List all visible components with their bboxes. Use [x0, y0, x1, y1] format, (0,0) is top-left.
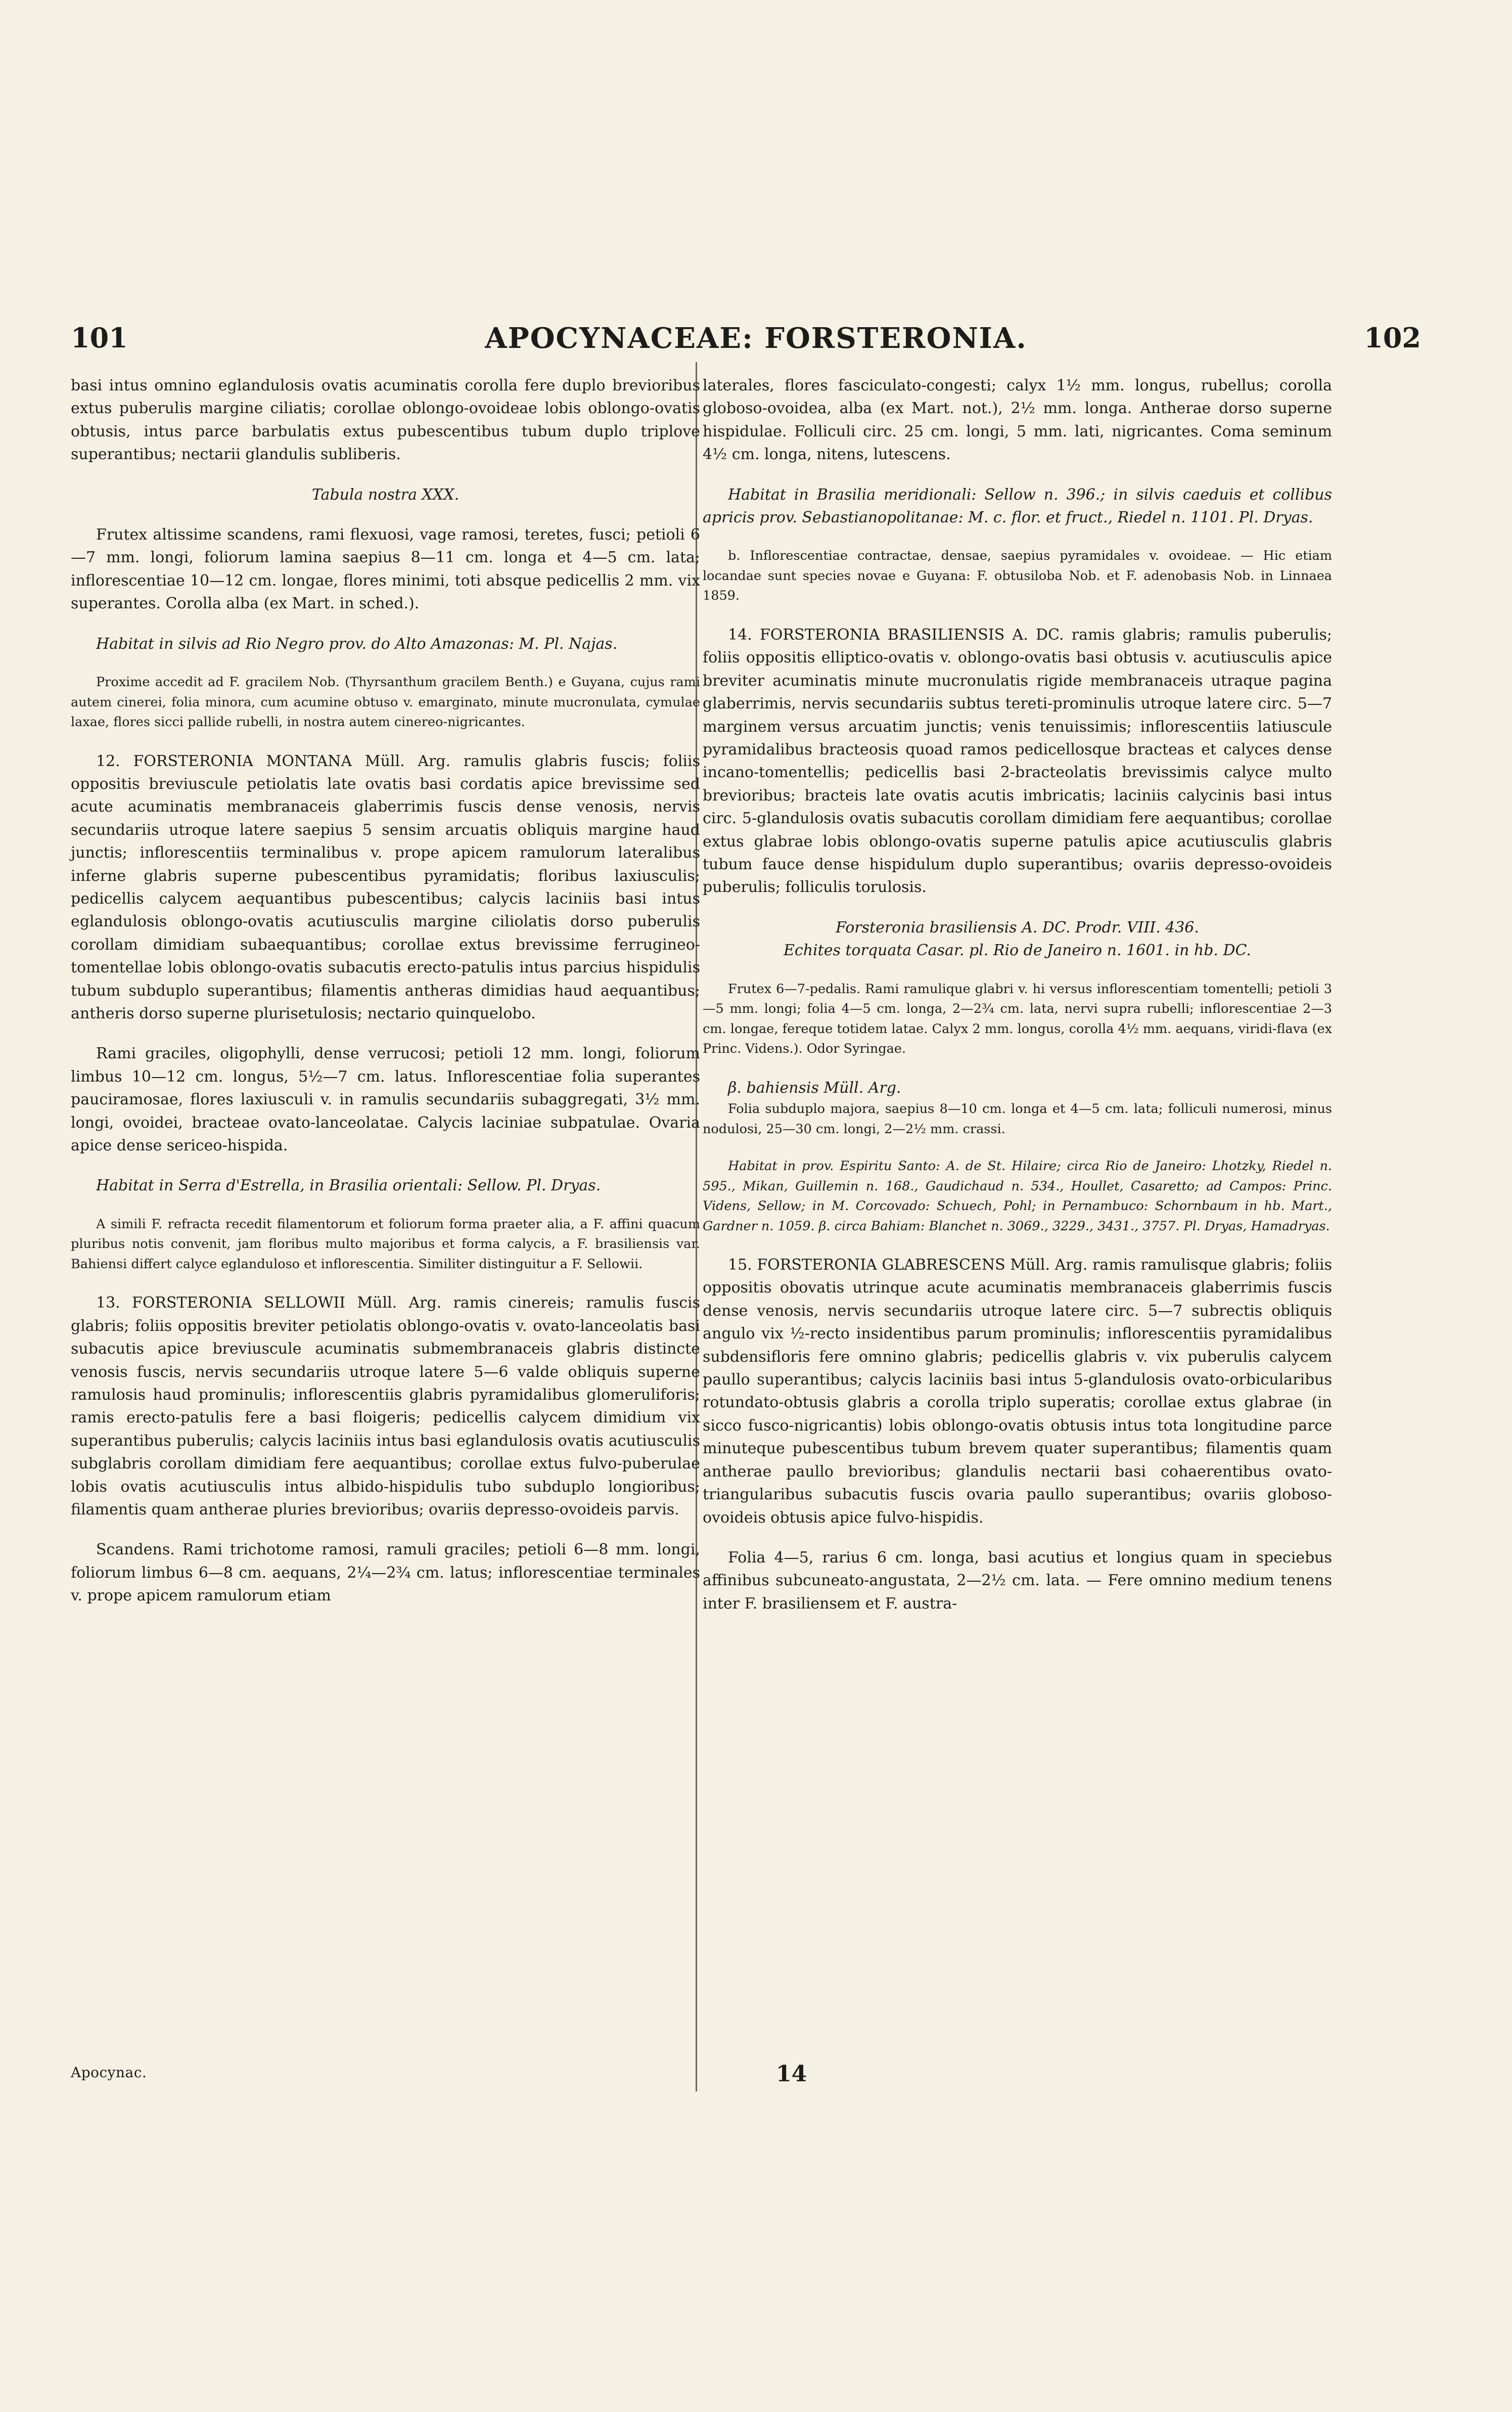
- paragraph: basi intus omnino eglandulosis ovatis acuminatis corolla fere duplo brevioribus extus puberulis margine ciliatis; corollae oblongo-ovoideae lobis oblongo-ovatis obtusis, intus parce barbulatis extus pubescentibus tubum duplo triplove superantibus; nectarii glandulis subliberis.: [71, 377, 700, 464]
- footer-label: Apocynac.: [71, 2064, 147, 2081]
- page-number-right: 102: [1364, 322, 1421, 354]
- running-title: APOCYNACEAE: FORSTERONIA.: [485, 322, 1027, 355]
- habitat-note: Habitat in Serra d'Estrella, in Brasilia orientali: Sellow. Pl. Dryas.: [96, 1177, 601, 1195]
- species-description: 12. FORSTERONIA MONTANA Müll. Arg. ramulis glabris fuscis; foliis oppositis breviuscule petiolatis late ovatis basi cordatis apice brevissime sed acute acuminatis membranaceis glaberrimis fuscis dense venosis, nervis secundariis utroque latere saepius 5 sensim arcuatis obliquis margine haud junctis; inflorescentiis terminalibus v. prope apicem ramulorum lateralibus inferne glabris superne pubescentibus pyramidatis; floribus laxiusculis; pedicellis calycem aequantibus pubescentibus; calycis laciniis basi intus eglandulosis oblongo-ovatis acutiusculis margine ciliolatis dorso puberulis corollam dimidiam subaequantibus; corollae extus brevissime ferrugineo-tomentellae lobis oblongo-ovatis subacutis erecto-patulis intus parcius hispidulis tubum subduplo superantibus; filamentis antheras dimidias haud aequantibus; antheris dorso superne plurisetulosis; nectario quinquelobo.: [71, 752, 700, 1023]
- habitat-note: Habitat in prov. Espiritu Santo: A. de St. Hilaire; circa Rio de Janeiro: Lhotzky, Riedel n. 595., Mikan, Guillemin n. 168., Gaudichaud n. 534., Houllet, Casaretto; ad Campos: Princ. Videns, Sellow; in M. Corcovado: Schuech, Pohl; in Pernambuco: Schornbaum in hb. Mart., Gardner n. 1059. β. circa Bahiam: Blanchet n. 3069., 3229., 3431., 3757. Pl. Dryas, Hamadryas.: [703, 1158, 1332, 1234]
- variety-heading: β. bahiensis Müll. Arg.: [728, 1079, 901, 1097]
- running-header: [0, 322, 1512, 367]
- species-description: 14. FORSTERONIA BRASILIENSIS A. DC. ramis glabris; ramulis puberulis; foliis oppositis elliptico-ovatis v. oblongo-ovatis basi obtusis v. acutiusculis apice breviter acuminatis minute mucronulatis rigide membranaceis utraque pagina glaberrimis, nervis secundariis subtus tereti-prominulis utroque latere circ. 5—7 marginem versus arcuatim junctis; venis tenuissimis; inflorescentiis latiuscule pyramidalibus bracteosis quoad ramos pedicellosque bracteas et calyces dense incano-tomentellis; pedicellis basi 2-bracteolatis brevissimis calyce multo brevioribus; bracteis late ovatis acutis imbricatis; laciniis calycinis basi intus circ. 5-glandulosis ovatis subacutis corollam dimidiam fere aequantibus; corollae extus glabrae lobis oblongo-ovatis superne patulis apice acutiusculis glabris tubum fauce dense hispidulum duplo superantibus; ovariis depresso-ovoideis puberulis; folliculis torulosis.: [703, 626, 1332, 897]
- remark-note: b. Inflorescentiae contractae, densae, saepius pyramidales v. ovoideae. — Hic etiam locandae sunt species novae e Guyana: F. obtusiloba Nob. et F. adenobasis Nob. in Linnaea 1859.: [703, 548, 1332, 604]
- species-description: 13. FORSTERONIA SELLOWII Müll. Arg. ramis cinereis; ramulis fuscis glabris; foliis oppositis breviter petiolatis oblongo-ovatis v. ovato-lanceolatis basi subacutis apice breviuscule acuminatis submembranaceis glabris distincte venosis fuscis, nervis secundariis utroque latere 5—6 valde obliquis superne ramulosis haud prominulis; inflorescentiis glabris pyramidalibus glomeruliforis; ramis erecto-patulis fere a basi floigeris; pedicellis calycem dimidium vix superantibus puberulis; calycis laciniis intus basi eglandulosis ovatis acutiusculis subglabris corollam dimidiam fere aequantibus; corollae extus fulvo-puberulae lobis ovatis acutiusculis intus albido-hispidulis tubo subduplo longioribus; filamentis quam antherae pluries brevioribus; ovariis depresso-ovoideis parvis.: [71, 1294, 700, 1519]
- right-column: [703, 374, 1332, 1615]
- paragraph: Frutex altissime scandens, rami flexuosi, vage ramosi, teretes, fusci; petioli 6—7 mm. longi, foliorum lamina saepius 8—11 cm. longa et 4—5 cm. lata; inflorescentiae 10—12 cm. longae, flores minimi, toti absque pedicellis 2 mm. vix superantes. Corolla alba (ex Mart. in sched.).: [71, 526, 700, 613]
- habitat-note: Habitat in silvis ad Rio Negro prov. do Alto Amazonas: M. Pl. Najas.: [96, 635, 618, 653]
- synonym: Echites torquata Casar. pl. Rio de Janeiro n. 1601. in hb. DC.: [784, 942, 1251, 960]
- page-number-left: 101: [71, 322, 128, 354]
- synonym: Forsteronia brasiliensis A. DC. Prodr. VIII. 436.: [836, 918, 1199, 936]
- paragraph: Folia 4—5, rarius 6 cm. longa, basi acutius et longius quam in speciebus affinibus subcuneato-angustata, 2—2½ cm. lata. — Fere omnino medium tenens inter F. brasiliensem et F. austra-: [703, 1548, 1332, 1613]
- signature-mark: 14: [776, 2061, 807, 2087]
- left-column: [71, 374, 700, 1607]
- habitat-note: Habitat in Brasilia meridionali: Sellow n. 396.; in silvis caeduis et collibus apricis prov. Sebastianopolitanae: M. c. flor. et fruct., Riedel n. 1101. Pl. Dryas.: [703, 485, 1332, 527]
- species-description: 15. FORSTERONIA GLABRESCENS Müll. Arg. ramis ramulisque glabris; foliis oppositis obovatis utrinque acute acuminatis membranaceis glaberrimis fuscis dense venosis, nervis secundariis utroque latere circ. 5—7 subrectis obliquis angulo vix ½-recto insidentibus parum prominulis; inflorescentiis pyramidalibus subdensifloris fere omnino glabris; pedicellis glabris v. vix puberulis calycem paullo superantibus; calycis laciniis basi intus 5-glandulosis ovato-orbicularibus rotundato-obtusis glabris a corolla triplo superatis; corollae extus glabrae (in sicco fusco-nigricantis) lobis oblongo-ovatis obtusis intus tota longitudine parce minuteque pubescentibus tubum brevem quater superantibus; filamentis quam antherae paullo brevioribus; glandulis nectarii basi cohaerentibus ovato-triangularibus subacutis fuscis ovaria paullo superantibus; ovariis globoso-ovoideis obtusis apice fulvo-hispidis.: [703, 1256, 1332, 1527]
- paragraph: laterales, flores fasciculato-congesti; calyx 1½ mm. longus, rubellus; corolla globoso-ovoidea, alba (ex Mart. not.), 2½ mm. longa. Antherae dorso superne hispidulae. Folliculi circ. 25 cm. longi, 5 mm. lati, nigricantes. Coma seminum 4½ cm. longa, nitens, lutescens.: [703, 377, 1332, 464]
- paragraph: Rami graciles, oligophylli, dense verrucosi; petioli 12 mm. longi, foliorum limbus 10—12 cm. longus, 5½—7 cm. latus. Inflorescentiae folia superantes pauciramosae, flores laxiusculi v. in ramulis secundariis subaggregati, 3½ mm. longi, ovoidei, bracteae ovato-lanceolatae. Calycis laciniae subpatulae. Ovaria apice dense sericeo-hispida.: [71, 1045, 700, 1155]
- remark-note: A simili F. refracta recedit filamentorum et foliorum forma praeter alia, a F. affini quacum pluribus notis convenit, jam floribus multo majoribus et forma calycis, a F. brasiliensis var. Bahiensi differt calyce eglanduloso et inflorescentia. Similiter distinguitur a F. Sellowii.: [71, 1216, 700, 1272]
- plate-reference: Tabula nostra XXX.: [311, 485, 460, 504]
- paragraph: Folia subduplo majora, saepius 8—10 cm. longa et 4—5 cm. lata; folliculi numerosi, minus nodulosi, 25—30 cm. longi, 2—2½ mm. crassi.: [703, 1101, 1332, 1137]
- remark-note: Proxime accedit ad F. gracilem Nob. (Thyrsanthum gracilem Benth.) e Guyana, cujus rami autem cinerei, folia minora, cum acumine obtuso v. emarginato, minute mucronulata, cymulae laxae, flores sicci pallide rubelli, in nostra autem cinereo-nigricantes.: [71, 675, 700, 730]
- paragraph: Frutex 6—7-pedalis. Rami ramulique glabri v. hi versus inflorescentiam tomentelli; petioli 3—5 mm. longi; folia 4—5 cm. longa, 2—2¾ cm. lata, nervi supra rubelli; inflorescentiae 2—3 cm. longae, fereque totidem latae. Calyx 2 mm. longus, corolla 4½ mm. aequans, viridi-flava (ex Princ. Videns.). Odor Syringae.: [703, 981, 1332, 1057]
- paragraph: Scandens. Rami trichotome ramosi, ramuli graciles; petioli 6—8 mm. longi, foliorum limbus 6—8 cm. aequans, 2¼—2¾ cm. latus; inflorescentiae terminales v. prope apicem ramulorum etiam: [71, 1541, 700, 1605]
